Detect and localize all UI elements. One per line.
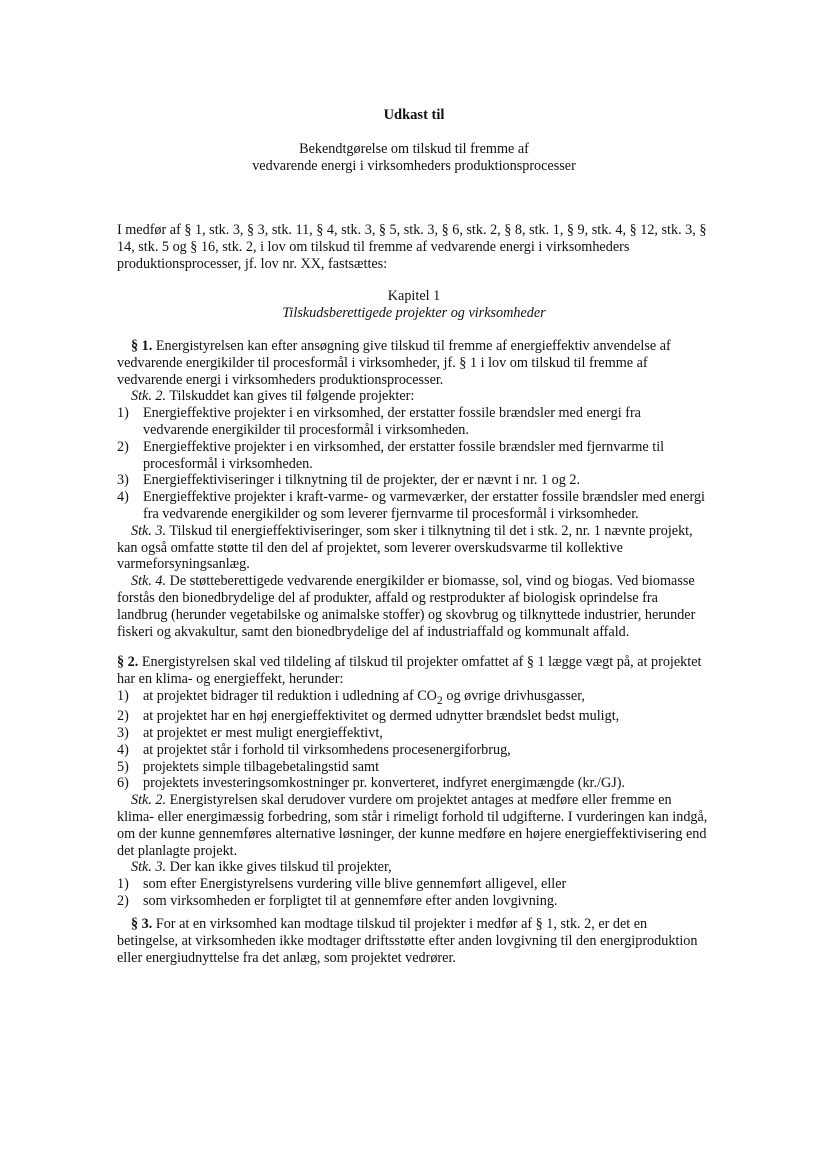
list-item-text: og øvrige drivhusgasser, — [442, 687, 585, 704]
list-item-text: projektets simple tilbagebetalingstid samt — [143, 758, 380, 775]
section-2-label: § 2. — [117, 654, 139, 670]
list-item — [117, 708, 709, 725]
list-item-number: 4) — [117, 489, 129, 506]
list-item — [117, 439, 709, 473]
list-item — [117, 472, 709, 489]
list-item — [117, 876, 709, 893]
list-item — [117, 759, 709, 776]
section-2-stk3-label: Stk. 3. — [131, 859, 167, 876]
section-2-text: Energistyrelsen skal ved tildeling af tilskud til projekter omfattet af § 1 lægge vægt på, at projektet har en klima- og energieffekt, herunder: — [117, 654, 702, 687]
list-item-text: at projektet har en høj energieffektivitet og dermed udnytter brændslet bedst muligt, — [143, 708, 620, 725]
section-1-stk4-label: Stk. 4. — [131, 573, 167, 590]
section-1-stk4-text: De støtteberettigede vedvarende energikilder er biomasse, sol, vind og biogas. Ved biomasse forstås den bionedbrydelige del af produkter, affald og restprodukter af biologisk oprindelse fra landbrug (herunder vegetabilske og animalske stoffer) og skovbrug og tilknyttede industrier, herunder fiskeri og akvakultur, samt den bionedbrydelige del af industriaffald og kommunalt affald. — [117, 573, 696, 640]
list-item — [117, 489, 709, 523]
section-2-stk2-text: Energistyrelsen skal derudover vurdere om projektet antages at medføre eller fremme en klima- eller energimæssig forbedring, som står i rimeligt forhold til udgifterne. I vurderingen kan indgå, om der kunne gennemføres alternative løsninger, der kunne medføre en højere energieffektivisering end det planlagte projekt. — [117, 792, 708, 859]
list-item-number: 1) — [117, 405, 129, 422]
list-item — [117, 893, 709, 910]
list-item-text: som efter Energistyrelsens vurdering ville blive gennemført alligevel, eller — [143, 876, 567, 893]
list-item-text: Energieffektive projekter i en virksomhed, der erstatter fossile brændsler med energi fra vedvarende energikilder til procesformål i virksomheden. — [143, 405, 641, 438]
list-item — [117, 405, 709, 439]
list-item-number: 1) — [117, 687, 129, 704]
list-item-text: Energieffektive projekter i kraft-varme- og varmeværker, der erstatter fossile brændsler med energi fra vedvarende energikilder og som leverer fjernvarme til procesformål i virksomheder. — [143, 489, 705, 522]
list-item — [117, 688, 709, 709]
list-item-number: 5) — [117, 758, 129, 775]
list-item-number: 4) — [117, 741, 129, 758]
section-1-stk3-text: Tilskud til energieffektiviseringer, som sker i tilknytning til det i stk. 2, nr. 1 nævnte projekt, kan også omfatte støtte til den del af projektet, som leverer overskudsvarme til kollektive varmeforsyningsanlæg. — [117, 522, 693, 573]
section-2-paragraph — [117, 654, 709, 688]
list-item-text: som virksomheden er forpligtet til at gennemføre efter anden lovgivning. — [143, 892, 558, 909]
section-1-paragraph — [117, 338, 709, 388]
chapter-number: Kapitel 1 — [387, 288, 441, 304]
subscript-2: 2 — [436, 692, 443, 707]
list-item-number: 3) — [117, 472, 129, 489]
section-3-paragraph — [117, 916, 709, 966]
list-item-text: Energieffektiviseringer i tilknytning til de projekter, der er nævnt i nr. 1 og 2. — [143, 472, 581, 489]
section-1-text: Energistyrelsen kan efter ansøgning give tilskud til fremme af energieffektiv anvendelse af vedvarende energikilder til procesformål i virksomheder, jf. § 1 i lov om tilskud til fremme af vedvarende energi i virksomheders produktionsprocesser. — [117, 338, 671, 388]
list-item-number: 1) — [117, 876, 129, 893]
chapter-name: Tilskudsberettigede projekter og virksomheder — [282, 305, 546, 321]
list-item — [117, 775, 709, 792]
intro-paragraph: I medfør af § 1, stk. 3, § 3, stk. 11, § 4, stk. 3, § 5, stk. 3, § 6, stk. 2, § 8, stk. 1, § 9, stk. 4, § 12, stk. 3, § 14, stk. 5 og § 16, stk. 2, i lov om tilskud til fremme af vedvarende energi i virksomheders produktionsprocesser, jf. lov nr. XX, fastsættes: — [117, 222, 707, 272]
section-1-label: § 1. — [131, 338, 153, 354]
list-item-text: projektets investeringsomkostninger pr. konverteret, indfyret energimængde (kr./GJ). — [143, 775, 626, 792]
section-3 — [117, 916, 709, 966]
section-1-stk4 — [117, 573, 709, 640]
list-item — [117, 725, 709, 742]
document-subtitle-line1: Bekendtgørelse om tilskud til fremme af — [299, 141, 529, 157]
document-subtitle-line2: vedvarende energi i virksomheders produktionsprocesser — [252, 158, 576, 174]
section-2-stk2-label: Stk. 2. — [131, 792, 167, 809]
section-1-stk2-label: Stk. 2. — [131, 388, 167, 405]
list-item-text: Energieffektive projekter i en virksomhed, der erstatter fossile brændsler med fjernvarme til procesformål i virksomheden. — [143, 438, 665, 472]
document-title: Udkast til — [383, 107, 445, 123]
list-item-number: 2) — [117, 892, 129, 909]
section-2 — [117, 654, 709, 910]
list-item-text: at projektet står i forhold til virksomhedens procesenergiforbrug, — [143, 741, 511, 758]
section-3-label: § 3. — [131, 916, 153, 932]
list-item-number: 2) — [117, 438, 129, 455]
section-2-stk3 — [117, 859, 709, 876]
list-item-text: at projektet er mest muligt energieffektivt, — [143, 725, 383, 742]
list-item-number: 3) — [117, 725, 129, 742]
list-item-number: 6) — [117, 775, 129, 792]
section-1-stk3 — [117, 523, 709, 573]
section-1-stk3-label: Stk. 3. — [131, 522, 167, 539]
section-3-text: For at en virksomhed kan modtage tilskud til projekter i medfør af § 1, stk. 2, er det en betingelse, at virksomheden ikke modtager driftsstøtte efter anden lovgivning til den energiproduktion eller energiudnyttelse fra det anlæg, som projektet vedrører. — [117, 916, 698, 966]
section-1 — [117, 338, 709, 640]
section-1-stk2 — [117, 388, 709, 405]
section-2-stk3-text: Der kan ikke gives tilskud til projekter, — [166, 859, 392, 876]
list-item — [117, 742, 709, 759]
section-2-stk2 — [117, 792, 709, 859]
list-item-text: at projektet bidrager til reduktion i udledning af CO — [143, 687, 437, 704]
section-1-stk2-text: Tilskuddet kan gives til følgende projekter: — [166, 388, 415, 405]
list-item-number: 2) — [117, 708, 129, 725]
